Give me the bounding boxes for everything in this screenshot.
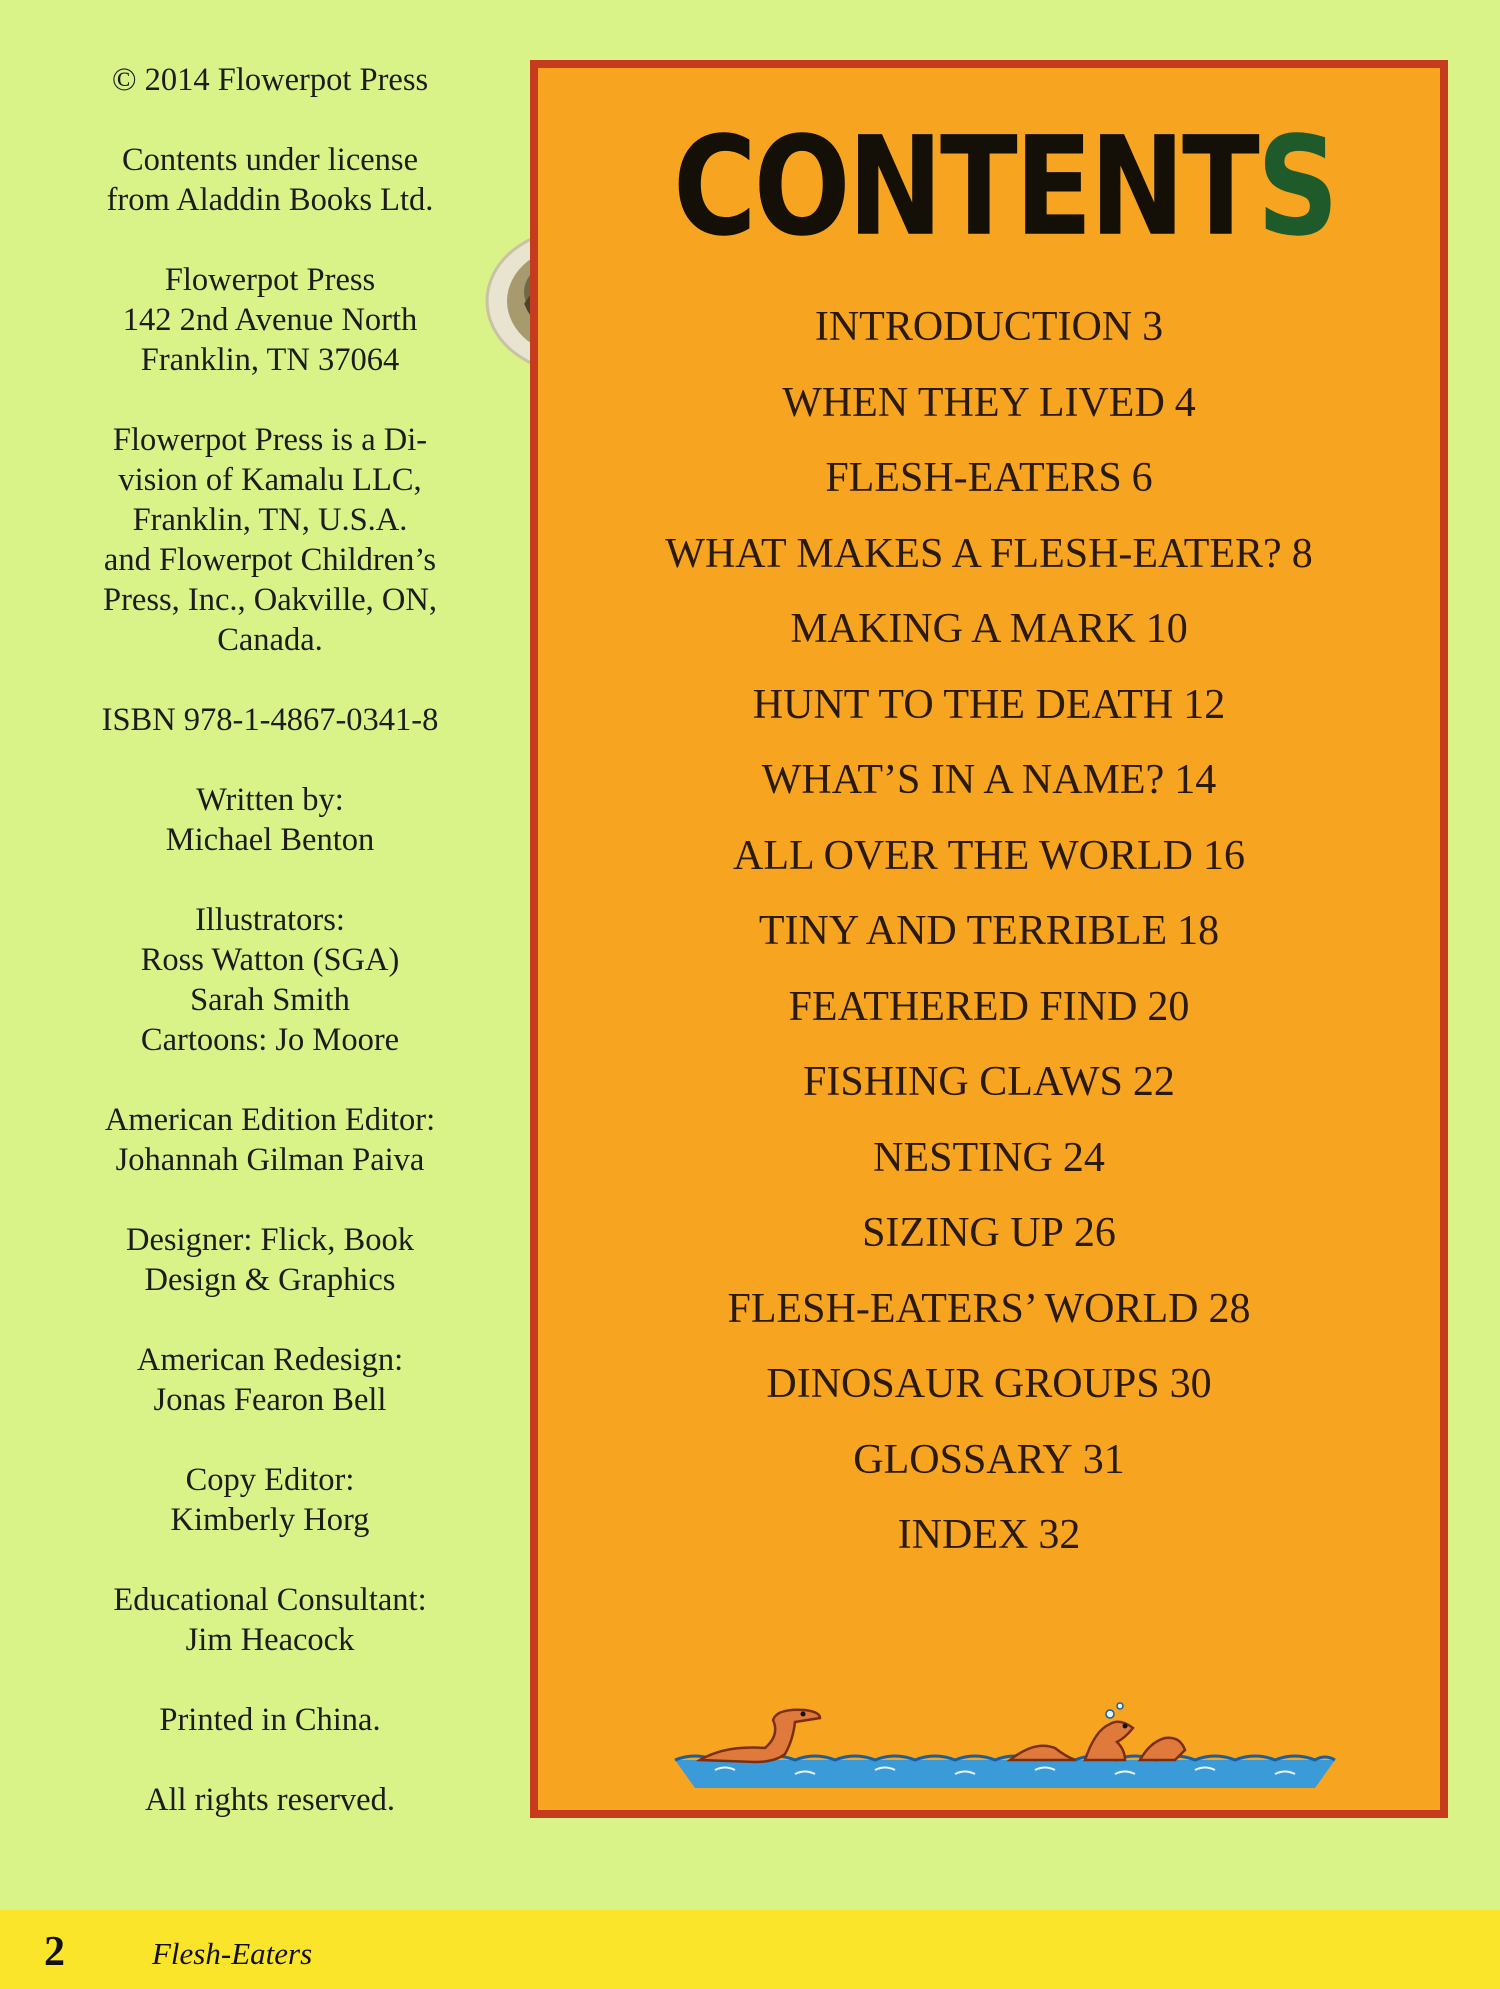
credit-block — [40, 140, 500, 220]
credit-line: Printed in China. — [159, 1702, 381, 1738]
credit-block — [40, 1100, 500, 1180]
toc-entry — [538, 1423, 1440, 1499]
credit-line: Michael Benton — [165, 822, 375, 858]
credit-block — [40, 900, 500, 1060]
footer-strip — [0, 1910, 1500, 1989]
toc-entry — [538, 1121, 1440, 1197]
swimming-dinosaurs-illustration — [655, 1690, 1355, 1790]
credit-line: Written by: — [196, 782, 344, 818]
toc-entry-title: FEATHERED FIND — [788, 983, 1138, 1030]
toc-entry-page: 32 — [1038, 1512, 1081, 1558]
credit-line: vision of Kamalu LLC, — [118, 462, 422, 498]
toc-entry-page: 18 — [1177, 908, 1220, 954]
toc-entry — [538, 894, 1440, 970]
toc-entry-page: 20 — [1147, 983, 1190, 1030]
toc-entry-title: HUNT TO THE DEATH — [752, 681, 1174, 728]
credit-line: Illustrators: — [195, 902, 345, 938]
toc-entry-page: 8 — [1291, 530, 1313, 577]
table-of-contents — [538, 290, 1440, 1574]
toc-entry-title: FLESH-EATERS — [825, 455, 1122, 501]
contents-heading-last-letter: S — [1256, 106, 1336, 267]
toc-entry — [538, 1045, 1440, 1121]
toc-entry-page: 10 — [1145, 606, 1188, 652]
credit-line: Sarah Smith — [190, 982, 350, 1018]
credit-line: American Redesign: — [136, 1342, 404, 1378]
credit-line: Canada. — [217, 622, 323, 658]
contents-heading — [673, 103, 1336, 271]
toc-entry-title: MAKING A MARK — [790, 606, 1136, 652]
toc-entry-title: DINOSAUR GROUPS — [766, 1361, 1160, 1407]
contents-panel — [530, 60, 1448, 1818]
toc-entry — [538, 441, 1440, 517]
toc-entry-page: 3 — [1142, 304, 1164, 350]
credit-line: Contents under license — [121, 142, 419, 178]
toc-entry-title: GLOSSARY — [853, 1436, 1073, 1483]
credit-block — [40, 420, 500, 660]
credit-line: Ross Watton (SGA) — [140, 942, 400, 978]
credit-line: Designer: Flick, Book — [126, 1222, 414, 1258]
credit-line: Flowerpot Press is a Di- — [112, 422, 428, 458]
toc-entry-page: 30 — [1169, 1361, 1212, 1407]
book-title: Flesh-Eaters — [152, 1936, 313, 1971]
toc-entry — [538, 517, 1440, 593]
toc-entry-page: 6 — [1131, 455, 1153, 501]
toc-entry — [538, 290, 1440, 366]
credit-block — [40, 780, 500, 860]
toc-entry-page: 16 — [1203, 832, 1245, 879]
credit-line: Press, Inc., Oakville, ON, — [103, 582, 437, 618]
credit-line: 142 2nd Avenue North — [122, 302, 418, 338]
toc-entry-title: SIZING UP — [862, 1210, 1064, 1256]
toc-entry — [538, 366, 1440, 442]
credit-line: Cartoons: Jo Moore — [140, 1022, 400, 1058]
toc-entry-page: 12 — [1183, 681, 1226, 728]
toc-entry — [538, 668, 1440, 744]
toc-entry-title: INTRODUCTION — [814, 304, 1133, 350]
credit-block — [40, 700, 500, 740]
credit-line: Copy Editor: — [185, 1462, 355, 1498]
credits-column — [40, 60, 500, 1860]
credit-line: Flowerpot Press — [164, 262, 376, 298]
credit-block — [40, 60, 500, 100]
toc-entry — [538, 1196, 1440, 1272]
credit-block — [40, 1460, 500, 1540]
credit-line: and Flowerpot Children’s — [103, 542, 437, 578]
toc-entry — [538, 970, 1440, 1046]
credit-line: Educational Consultant: — [113, 1582, 427, 1618]
toc-entry-page: 22 — [1132, 1059, 1175, 1105]
toc-entry-page: 28 — [1208, 1285, 1251, 1332]
toc-entry-page: 31 — [1082, 1436, 1125, 1483]
credit-line: Franklin, TN, U.S.A. — [132, 502, 408, 538]
contents-heading-main: CONTENT — [673, 106, 1257, 267]
credit-block — [40, 1780, 500, 1820]
credit-line: Jim Heacock — [185, 1622, 355, 1658]
toc-entry-title: INDEX — [897, 1512, 1029, 1558]
toc-entry-title: WHAT MAKES A FLESH-EATER? — [665, 530, 1282, 577]
credit-block — [40, 1700, 500, 1740]
page-number: 2 — [44, 1929, 65, 1975]
toc-entry-title: FLESH-EATERS’ WORLD — [727, 1285, 1199, 1332]
credit-line: from Aladdin Books Ltd. — [106, 182, 434, 218]
toc-entry-title: ALL OVER THE WORLD — [732, 832, 1193, 879]
toc-entry-title: TINY AND TERRIBLE — [758, 908, 1168, 954]
toc-entry-page: 14 — [1174, 757, 1217, 803]
toc-entry-page: 24 — [1062, 1134, 1105, 1181]
toc-entry — [538, 1347, 1440, 1423]
credit-line: Franklin, TN 37064 — [140, 342, 400, 378]
toc-entry — [538, 1272, 1440, 1348]
credit-line: Jonas Fearon Bell — [153, 1382, 387, 1418]
credit-line: Kimberly Horg — [170, 1502, 370, 1538]
credit-line: All rights reserved. — [144, 1782, 395, 1818]
credit-block — [40, 1340, 500, 1420]
credit-line: American Edition Editor: — [104, 1102, 436, 1138]
credit-line: © 2014 Flowerpot Press — [111, 62, 429, 98]
toc-entry-title: WHAT’S IN A NAME? — [761, 757, 1165, 803]
toc-entry — [538, 592, 1440, 668]
toc-entry — [538, 743, 1440, 819]
credit-line: Design & Graphics — [144, 1262, 396, 1298]
credit-block — [40, 260, 500, 380]
toc-entry — [538, 819, 1440, 895]
credit-block — [40, 1220, 500, 1300]
toc-entry-title: WHEN THEY LIVED — [782, 379, 1165, 426]
credit-line: ISBN 978-1-4867-0341-8 — [101, 702, 439, 738]
toc-entry-page: 4 — [1174, 379, 1196, 426]
toc-entry-title: NESTING — [873, 1134, 1053, 1181]
credit-block — [40, 1580, 500, 1660]
credit-line: Johannah Gilman Paiva — [115, 1142, 425, 1178]
toc-entry-title: FISHING CLAWS — [803, 1059, 1123, 1105]
toc-entry — [538, 1498, 1440, 1574]
toc-entry-page: 26 — [1073, 1210, 1116, 1256]
